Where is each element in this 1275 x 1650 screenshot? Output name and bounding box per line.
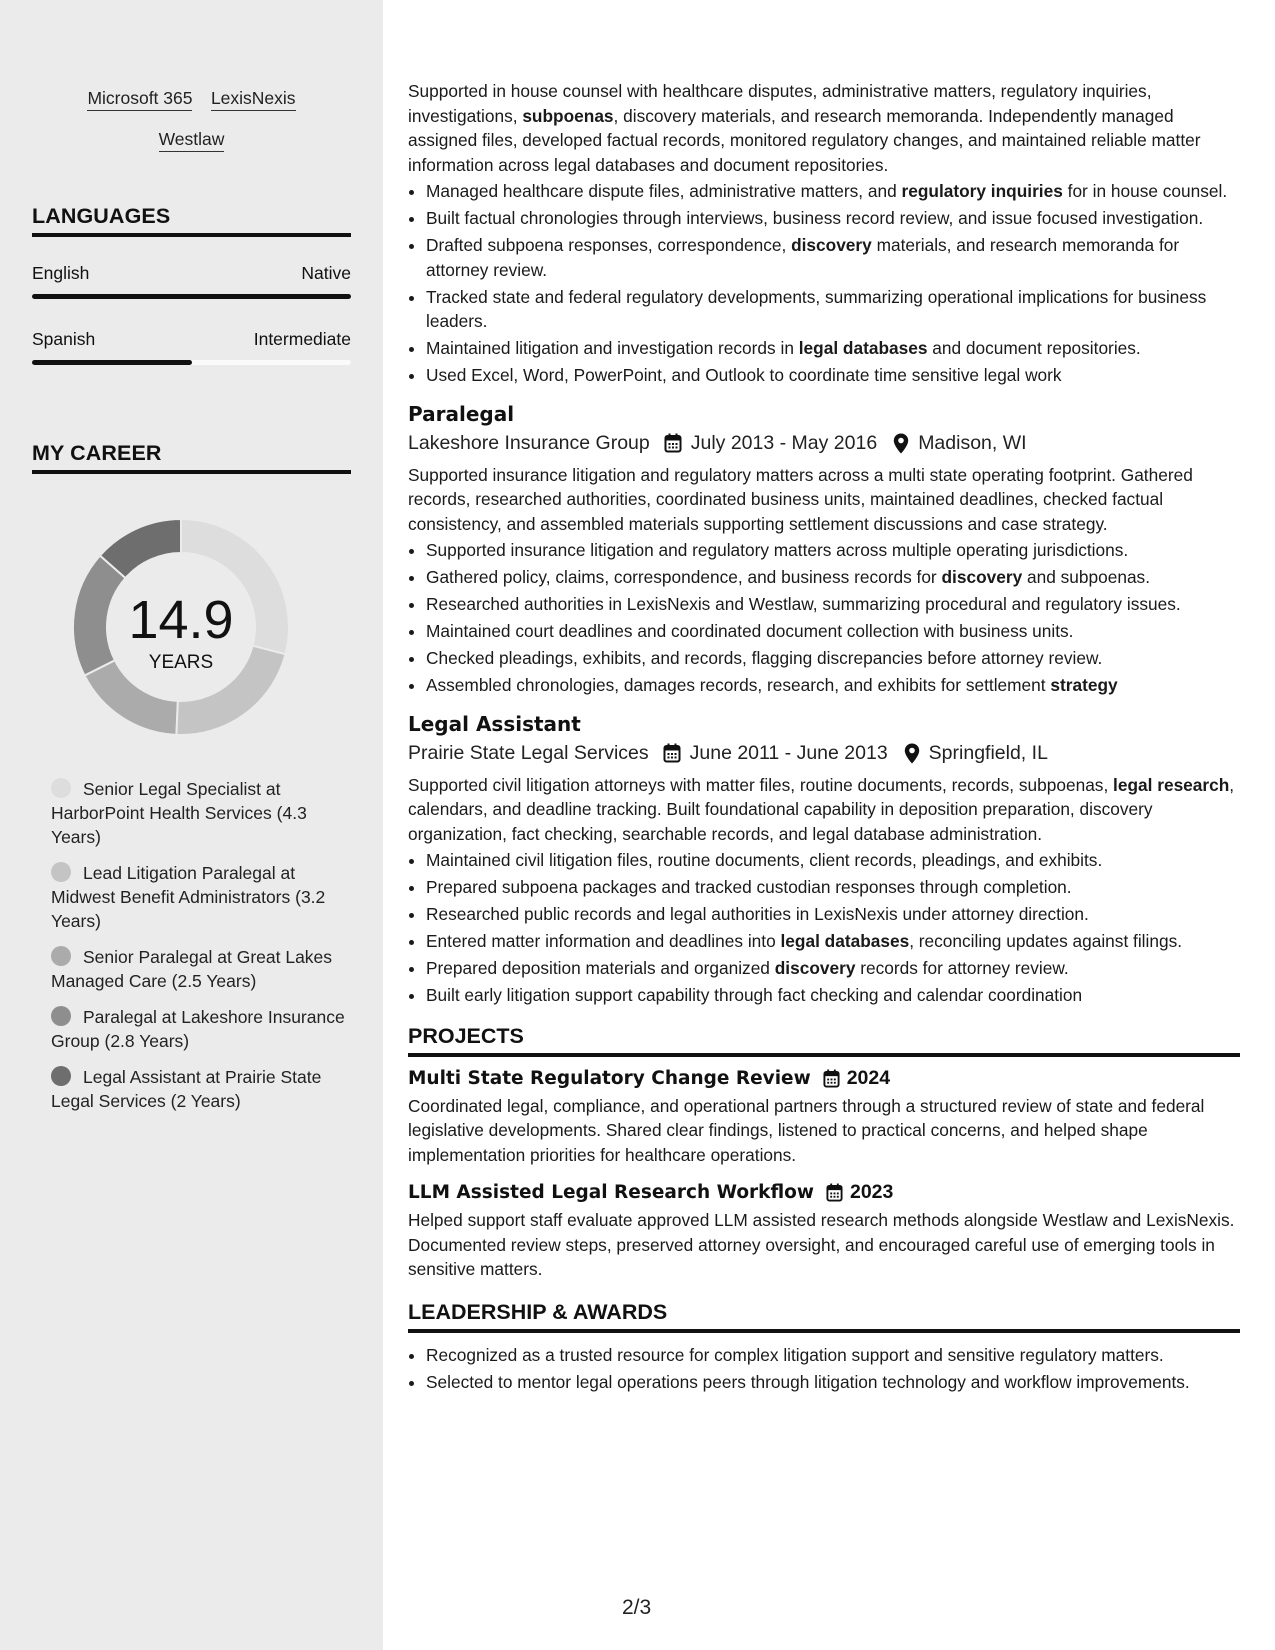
language-row xyxy=(32,329,351,350)
bullet-item xyxy=(426,929,1240,954)
project-title-row xyxy=(408,1067,1240,1090)
language-level: Native xyxy=(301,263,351,283)
text-run: and document repositories. xyxy=(927,338,1141,358)
bullet-item: • Recognized as a trusted resource for complex litigation support and sensitive regulatory matters. xyxy=(426,1343,1240,1368)
bullet-item xyxy=(426,565,1240,590)
bullet-item xyxy=(426,179,1240,204)
legend-swatch xyxy=(51,946,71,966)
bullet-item xyxy=(426,592,1240,617)
text-run: Entered matter information and deadlines into xyxy=(426,931,781,951)
text-run: for in house counsel. xyxy=(1062,181,1228,201)
project-title: Multi State Regulatory Change Review xyxy=(408,1067,811,1089)
career-legend-label: Lead Litigation Paralegal at Midwest Benefit Administrators (3.2 Years) xyxy=(51,863,326,931)
project-year: 2023 xyxy=(849,1181,894,1203)
languages-heading: LANGUAGES xyxy=(32,204,351,237)
experience-bullets xyxy=(408,179,1240,388)
text-run: Supported insurance litigation and regulatory matters across multiple operating jurisdictions. xyxy=(426,540,1129,560)
career-legend-item xyxy=(51,945,351,993)
language-proficiency-bar xyxy=(32,294,351,299)
skill-tag: LexisNexis xyxy=(211,88,296,111)
job-location: Springfield, IL xyxy=(928,741,1048,764)
job-company: Prairie State Legal Services xyxy=(408,741,649,764)
career-heading: MY CAREER xyxy=(32,441,351,474)
project-year: 2024 xyxy=(846,1066,891,1089)
emphasis-text: discovery xyxy=(774,958,856,978)
career-legend xyxy=(32,777,351,1113)
text-run: Supported civil litigation attorneys with matter files, routine documents, records, subpoenas, xyxy=(408,774,1114,795)
text-run: Researched authorities in LexisNexis and Westlaw, summarizing procedural and regulatory issues. xyxy=(426,594,1181,614)
career-donut-chart xyxy=(66,512,351,747)
calendar-icon xyxy=(826,1183,843,1202)
legend-swatch xyxy=(51,1006,71,1026)
emphasis-text: legal databases xyxy=(798,338,928,358)
text-run: Managed healthcare dispute files, administrative matters, and xyxy=(426,181,902,201)
text-run: records for attorney review. xyxy=(855,958,1069,978)
career-years-unit: YEARS xyxy=(148,652,214,673)
job-title: Paralegal xyxy=(408,401,515,426)
project-title: LLM Assisted Legal Research Workflow xyxy=(408,1182,814,1203)
text-run: Researched public records and legal authorities in LexisNexis under attorney direction. xyxy=(426,904,1089,924)
text-run: Tracked state and federal regulatory developments, summarizing operational implications for business leaders. xyxy=(426,286,1207,331)
experience-summary xyxy=(408,79,1240,177)
main-content xyxy=(408,0,1240,1650)
bullet-item: • Selected to mentor legal operations peers through litigation technology and workflow improvements. xyxy=(426,1370,1240,1395)
bullet-item xyxy=(426,538,1240,563)
skill-tag: Westlaw xyxy=(159,129,225,152)
projects-heading: PROJECTS xyxy=(408,1024,1240,1057)
leadership-bullets xyxy=(408,1343,1240,1395)
job-meta xyxy=(408,742,1240,765)
text-run: Maintained court deadlines and coordinated document collection with business units. xyxy=(426,621,1074,641)
job-company: Lakeshore Insurance Group xyxy=(408,431,650,454)
text-run: Maintained civil litigation files, routine documents, client records, pleadings, and exhibits. xyxy=(426,850,1103,870)
donut-slice-3 xyxy=(73,556,125,676)
career-legend-item xyxy=(51,1065,351,1113)
career-legend-label: Senior Legal Specialist at HarborPoint Health Services (4.3 Years) xyxy=(51,779,307,847)
language-name: English xyxy=(32,263,90,283)
career-total-years: 14.9 xyxy=(128,590,234,650)
language-level: Intermediate xyxy=(253,329,351,349)
text-run: Built early litigation support capability through fact checking and calendar coordination xyxy=(426,985,1083,1005)
text-run: Prepared deposition materials and organized xyxy=(426,958,775,978)
language-proficiency-fill xyxy=(32,360,192,365)
bullet-item xyxy=(426,902,1240,927)
bullet-item xyxy=(426,363,1240,388)
projects-section xyxy=(408,1024,1240,1282)
career-legend-item xyxy=(51,861,351,933)
text-run: and subpoenas. xyxy=(1022,567,1150,587)
text-run: Drafted subpoena responses, correspondence, xyxy=(426,235,792,255)
text-run: Gathered policy, claims, correspondence, and business records for xyxy=(426,567,942,587)
bullet-item xyxy=(426,285,1240,334)
text-run: , reconciling updates against filings. xyxy=(909,931,1183,951)
job-bullets xyxy=(408,538,1240,698)
job-bullets xyxy=(408,848,1240,1008)
experience-section xyxy=(408,79,1240,1008)
leadership-section xyxy=(408,1300,1240,1395)
job-title: Legal Assistant xyxy=(408,711,581,736)
languages-list xyxy=(32,263,351,365)
bullet-item xyxy=(426,619,1240,644)
legend-swatch xyxy=(51,862,71,882)
career-legend-item xyxy=(51,1005,351,1053)
text-run: Supported insurance litigation and regulatory matters across a multi state operating footprint. Gathered records, researched authorities, coordinated business units, maintained deadlines, checked factual consistency, and assembled materials supporting settlement discussions and case strategy. xyxy=(408,464,1193,534)
emphasis-text: subpoenas xyxy=(522,105,614,126)
bullet-item xyxy=(426,233,1240,282)
bullet-item xyxy=(426,646,1240,671)
skills-list xyxy=(32,88,351,170)
project-description: Helped support staff evaluate approved LLM assisted research methods alongside Westlaw and LexisNexis. Documented review steps, preserved attorney oversight, and encouraged careful use of emerging tools in sensitive matters. xyxy=(408,1210,1235,1279)
emphasis-text: strategy xyxy=(1050,675,1118,695)
project-description: Coordinated legal, compliance, and operational partners through a structured review of state and federal legislative developments. Shared clear findings, listened to practical concerns, and helped shape implementation priorities for healthcare operations. xyxy=(408,1095,1205,1165)
career-legend-label: Paralegal at Lakeshore Insurance Group (2.8 Years) xyxy=(51,1007,345,1051)
skill-tag: Microsoft 365 xyxy=(87,88,192,111)
emphasis-text: legal databases xyxy=(780,931,910,951)
bullet-item xyxy=(426,875,1240,900)
leadership-heading: LEADERSHIP & AWARDS xyxy=(408,1300,1240,1333)
text-run: Maintained litigation and investigation records in xyxy=(426,338,799,358)
calendar-icon xyxy=(664,433,682,453)
page-number: 2/3 xyxy=(622,1596,652,1619)
emphasis-text: discovery xyxy=(791,235,872,255)
legend-swatch xyxy=(51,778,71,798)
language-proficiency-fill xyxy=(32,294,351,299)
emphasis-text: regulatory inquiries xyxy=(901,181,1063,201)
job-location: Madison, WI xyxy=(918,431,1027,454)
language-name: Spanish xyxy=(32,329,96,349)
text-run: materials, and research memoranda for attorney review. xyxy=(426,235,1180,280)
emphasis-text: legal research xyxy=(1113,774,1230,795)
job-dates: June 2011 - June 2013 xyxy=(689,741,888,764)
legend-swatch xyxy=(51,1066,71,1086)
text-run: Prepared subpoena packages and tracked custodian responses through completion. xyxy=(426,877,1072,897)
text-run: Supported in house counsel with healthcare disputes, administrative matters, regulatory inquiries, investigations, xyxy=(408,81,1152,126)
sidebar xyxy=(0,0,383,1650)
career-legend-label: Senior Paralegal at Great Lakes Managed Care (2.5 Years) xyxy=(51,947,333,991)
career-legend-label: Legal Assistant at Prairie State Legal Services (2 Years) xyxy=(51,1067,322,1111)
bullet-item xyxy=(426,336,1240,361)
bullet-item xyxy=(426,848,1240,873)
language-row xyxy=(32,263,351,284)
bullet-item xyxy=(426,673,1240,698)
calendar-icon xyxy=(823,1069,840,1088)
text-run: Assembled chronologies, damages records, research, and exhibits for settlement xyxy=(426,675,1051,695)
map-pin-icon xyxy=(904,743,920,764)
text-run: Used Excel, Word, PowerPoint, and Outlook to coordinate time sensitive legal work xyxy=(426,365,1062,385)
text-run: , discovery materials, and research memoranda. Independently managed assigned files, developed factual records, monitored regulatory changes, and maintained reliable matter information across legal databases and document repositories. xyxy=(408,105,1201,175)
text-run: , calendars, and deadline tracking. Built foundational capability in deposition preparation, discovery organization, fact checking, searchable records, and legal database administration. xyxy=(408,774,1235,844)
career-donut-svg xyxy=(66,512,296,742)
bullet-item xyxy=(426,956,1240,981)
bullet-item xyxy=(426,206,1240,231)
bullet-item xyxy=(426,983,1240,1008)
career-legend-item xyxy=(51,777,351,849)
project-title-row xyxy=(408,1181,1240,1204)
text-run: Built factual chronologies through interviews, business record review, and issue focused investigation. xyxy=(426,208,1204,228)
job-summary xyxy=(408,773,1240,847)
text-run: Checked pleadings, exhibits, and records, flagging discrepancies before attorney review. xyxy=(426,648,1103,668)
job-meta xyxy=(408,432,1240,455)
calendar-icon xyxy=(663,743,681,763)
emphasis-text: discovery xyxy=(941,567,1023,587)
job-summary xyxy=(408,463,1240,537)
map-pin-icon xyxy=(893,433,909,454)
language-proficiency-bar xyxy=(32,360,351,365)
job-dates: July 2013 - May 2016 xyxy=(690,431,878,454)
